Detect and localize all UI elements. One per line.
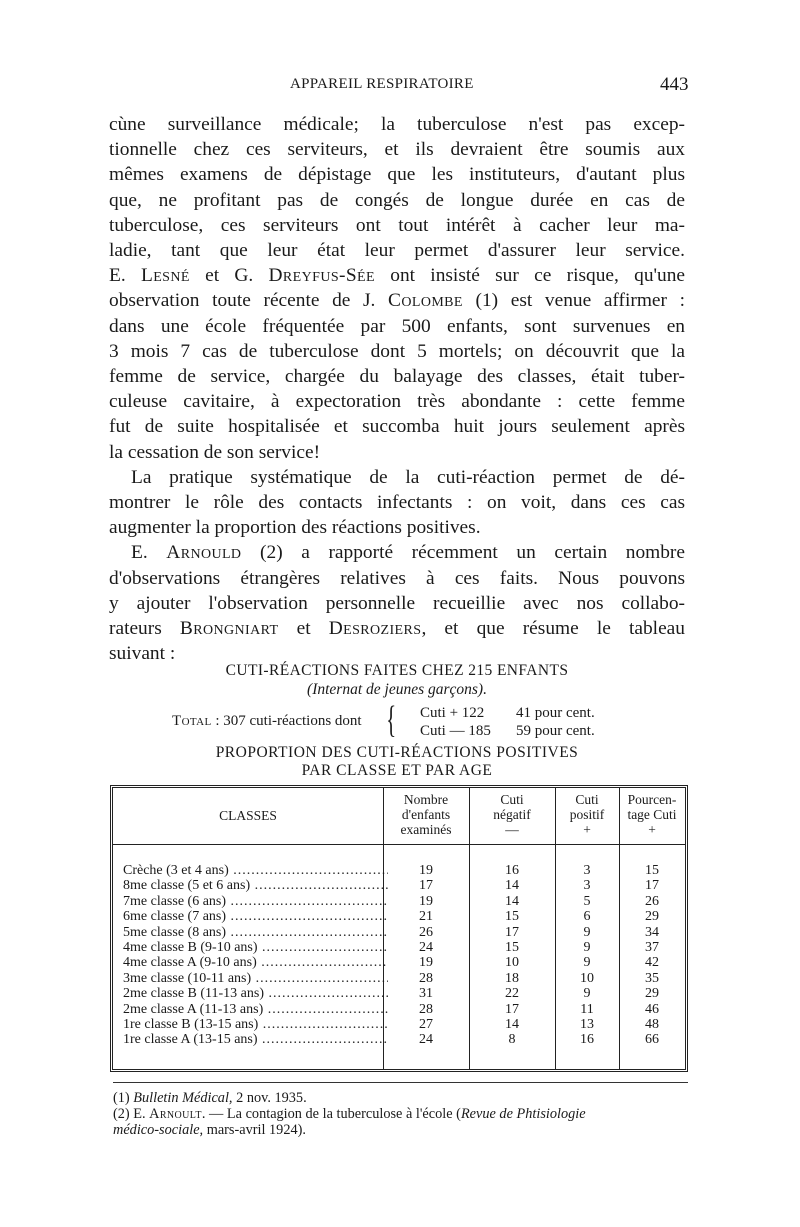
table-row — [113, 878, 685, 893]
text-line: cùne surveillance médicale; la tuberculose n'est pas excep- — [109, 114, 685, 135]
class-label: 3me classe (10-11 ans) ..... — [123, 971, 388, 986]
cell-pourcentage: 34 — [645, 924, 659, 940]
text-line: la cessation de son service! — [109, 441, 321, 463]
cell-pourcentage: 17 — [645, 878, 659, 894]
text-line: 3 mois 7 cas de tuberculose dont 5 mortels; on découvrit que la — [109, 340, 685, 362]
author-name: Dreyfus-Sée — [268, 265, 375, 287]
cell-negatif: 10 — [505, 955, 519, 971]
cell-pourcentage: 66 — [645, 1032, 659, 1048]
cell-pourcentage: 46 — [645, 1001, 659, 1017]
table-row — [113, 1002, 685, 1017]
table-row — [113, 955, 685, 970]
cell-pourcentage: 37 — [645, 939, 659, 955]
cell-positif: 16 — [580, 1032, 594, 1048]
table-header — [113, 788, 685, 845]
cell-nombre: 19 — [419, 863, 433, 878]
results-table — [110, 785, 688, 1072]
text-line: tionnelle chez ces serviteurs, et ils devraient être soumis aux — [109, 139, 685, 161]
footnote-2: (2) E. Arnoult. — La contagion de la tuberculose à l'école (Revue de Phtisiologie — [113, 1106, 586, 1122]
cell-negatif: 17 — [505, 1001, 519, 1017]
cell-nombre: 28 — [419, 970, 433, 986]
cell-nombre: 19 — [419, 893, 433, 909]
text-line: tuberculose, ces serviteurs ont tout intérêt à cacher leur ma- — [109, 214, 685, 236]
cell-pourcentage: 29 — [645, 986, 659, 1002]
author-name: Arnould — [166, 542, 242, 564]
cell-pourcentage: 26 — [645, 893, 659, 909]
class-label: 6me classe (7 ans) ..... — [123, 909, 388, 924]
total-summary — [172, 699, 642, 743]
text-line: femme de service, chargée du balayage des classes, était tuber- — [109, 366, 685, 388]
author-name: Brongniart — [179, 618, 279, 640]
table-row — [113, 894, 685, 909]
table-body — [113, 863, 685, 1048]
table-row — [113, 940, 685, 955]
author-name: Desroziers — [328, 618, 422, 640]
text-line: que, ne profitant pas de congés de longue durée en cas de — [109, 189, 685, 211]
text-line: augmenter la proportion des réactions positives. — [109, 517, 481, 539]
footnote-2-cont: médico-sociale, mars-avril 1924). — [113, 1122, 306, 1138]
cell-positif: 6 — [583, 909, 591, 925]
text-line: La pratique systématique de la cuti-réaction permet de dé- — [131, 466, 685, 488]
text-line: E. Lesné et G. Dreyfus-Sée ont insisté sur ce risque, qu'une — [109, 265, 686, 287]
cell-positif: 13 — [580, 1016, 594, 1032]
total-row: Cuti — 185 59 pour cent. — [420, 723, 595, 739]
class-label: 1re classe A (13-15 ans) ..... — [123, 1032, 388, 1047]
cell-positif: 3 — [583, 878, 591, 894]
text-line: E. Arnould (2) a rapporté récemment un certain nombre — [131, 542, 685, 564]
class-label: 4me classe A (9-10 ans) ..... — [123, 955, 388, 970]
footnote-rule — [113, 1082, 688, 1083]
cell-nombre: 26 — [419, 924, 433, 940]
text-line: ladie, tant que leur état leur permet d'assurer leur service. — [109, 240, 685, 262]
text-line: montrer le rôle des contacts infectants : on voit, dans ces cas — [109, 492, 685, 514]
cell-nombre: 31 — [419, 986, 433, 1002]
cell-nombre: 17 — [419, 878, 433, 894]
table-row — [113, 1017, 685, 1032]
cell-nombre: 24 — [419, 1032, 433, 1048]
running-title: APPAREIL RESPIRATOIRE — [290, 76, 474, 92]
header-nombre: Nombre d'enfants examinés — [400, 792, 452, 837]
cell-positif: 9 — [583, 955, 591, 971]
cell-negatif: 15 — [505, 939, 519, 955]
class-label: 2me classe A (11-13 ans) ..... — [123, 1002, 388, 1017]
cell-positif: 9 — [583, 939, 591, 955]
table-title: CUTI-RÉACTIONS FAITES CHEZ 215 ENFANTS — [225, 662, 569, 679]
header-negatif: Cuti négatif — — [493, 792, 531, 837]
class-label: 8me classe (5 et 6 ans) ..... — [123, 878, 388, 893]
text-line: d'observations étrangères relatives à ces faits. Nous pouvons — [109, 567, 685, 589]
class-label: 4me classe B (9-10 ans) ..... — [123, 940, 388, 955]
cell-positif: 3 — [583, 863, 591, 878]
header-positif: Cuti positif + — [569, 792, 605, 837]
footnote-1: (1) Bulletin Médical, 2 nov. 1935. — [113, 1090, 307, 1106]
table-heading-line-1: PROPORTION DES CUTI-RÉACTIONS POSITIVES — [215, 744, 579, 761]
class-label: 5me classe (8 ans) ..... — [123, 925, 388, 940]
table-row — [113, 863, 685, 878]
author-name: Lesné — [140, 265, 190, 287]
cell-positif: 9 — [583, 986, 591, 1002]
cell-negatif: 14 — [505, 893, 519, 909]
text-line: dans une école fréquentée par 500 enfants, sont survenues en — [109, 315, 685, 337]
cell-negatif: 14 — [505, 1016, 519, 1032]
header-classes: CLASSES — [219, 808, 277, 823]
table-row — [113, 909, 685, 924]
table-subtitle: (Internat de jeunes garçons). — [307, 681, 487, 698]
cell-pourcentage: 29 — [645, 909, 659, 925]
cell-nombre: 27 — [419, 1016, 433, 1032]
cell-negatif: 8 — [508, 1032, 516, 1048]
cell-nombre: 19 — [419, 955, 433, 971]
author-name: Colombe — [388, 290, 463, 312]
text-line: fut de suite hospitalisée et succomba huit jours seulement après — [109, 416, 685, 438]
class-label: 7me classe (6 ans) ..... — [123, 894, 388, 909]
table-row — [113, 1032, 685, 1047]
cell-negatif: 22 — [505, 986, 519, 1002]
text-line: culeuse cavitaire, à expectoration très abondante : cette femme — [109, 391, 685, 413]
cell-positif: 10 — [580, 970, 594, 986]
cell-negatif: 18 — [505, 970, 519, 986]
class-label: Crèche (3 et 4 ans) ..... — [123, 863, 388, 878]
header-pourcentage: Pourcen- tage Cuti + — [627, 792, 677, 837]
text-line: suivant : — [109, 643, 176, 665]
text-line: mêmes examens de dépistage que les instituteurs, d'autant plus — [109, 164, 685, 186]
cell-pourcentage: 42 — [645, 955, 659, 971]
total-row: Cuti + 122 41 pour cent. — [420, 705, 595, 721]
text-line: rateurs Brongniart et Desroziers, et que résume le tableau — [109, 618, 685, 640]
cell-nombre: 24 — [419, 939, 433, 955]
class-label: 1re classe B (13-15 ans) ..... — [123, 1017, 388, 1032]
body-text — [109, 112, 685, 666]
cell-negatif: 14 — [505, 878, 519, 894]
cell-negatif: 16 — [505, 863, 519, 878]
total-label: Total : 307 cuti-réactions dont — [172, 713, 362, 729]
table-row — [113, 925, 685, 940]
cell-positif: 5 — [583, 893, 591, 909]
cell-negatif: 15 — [505, 909, 519, 925]
cell-pourcentage: 15 — [645, 863, 659, 878]
text-line: observation toute récente de J. Colombe (1) est venue affirmer : — [109, 290, 685, 312]
table-row — [113, 971, 685, 986]
table-row — [113, 986, 685, 1001]
cell-pourcentage: 35 — [645, 970, 659, 986]
cell-nombre: 28 — [419, 1001, 433, 1017]
cell-negatif: 17 — [505, 924, 519, 940]
brace-icon: { — [386, 699, 397, 741]
text-line: y ajouter l'observation personnelle recueillie avec nos collabo- — [109, 592, 685, 614]
table-heading-line-2: PAR CLASSE ET PAR AGE — [301, 762, 493, 779]
cell-positif: 9 — [583, 924, 591, 940]
footnotes — [113, 1090, 703, 1138]
class-label: 2me classe B (11-13 ans) ..... — [123, 986, 388, 1001]
cell-positif: 11 — [580, 1001, 594, 1017]
cell-pourcentage: 48 — [645, 1016, 659, 1032]
page-number: 443 — [660, 74, 689, 95]
cell-nombre: 21 — [419, 909, 433, 925]
